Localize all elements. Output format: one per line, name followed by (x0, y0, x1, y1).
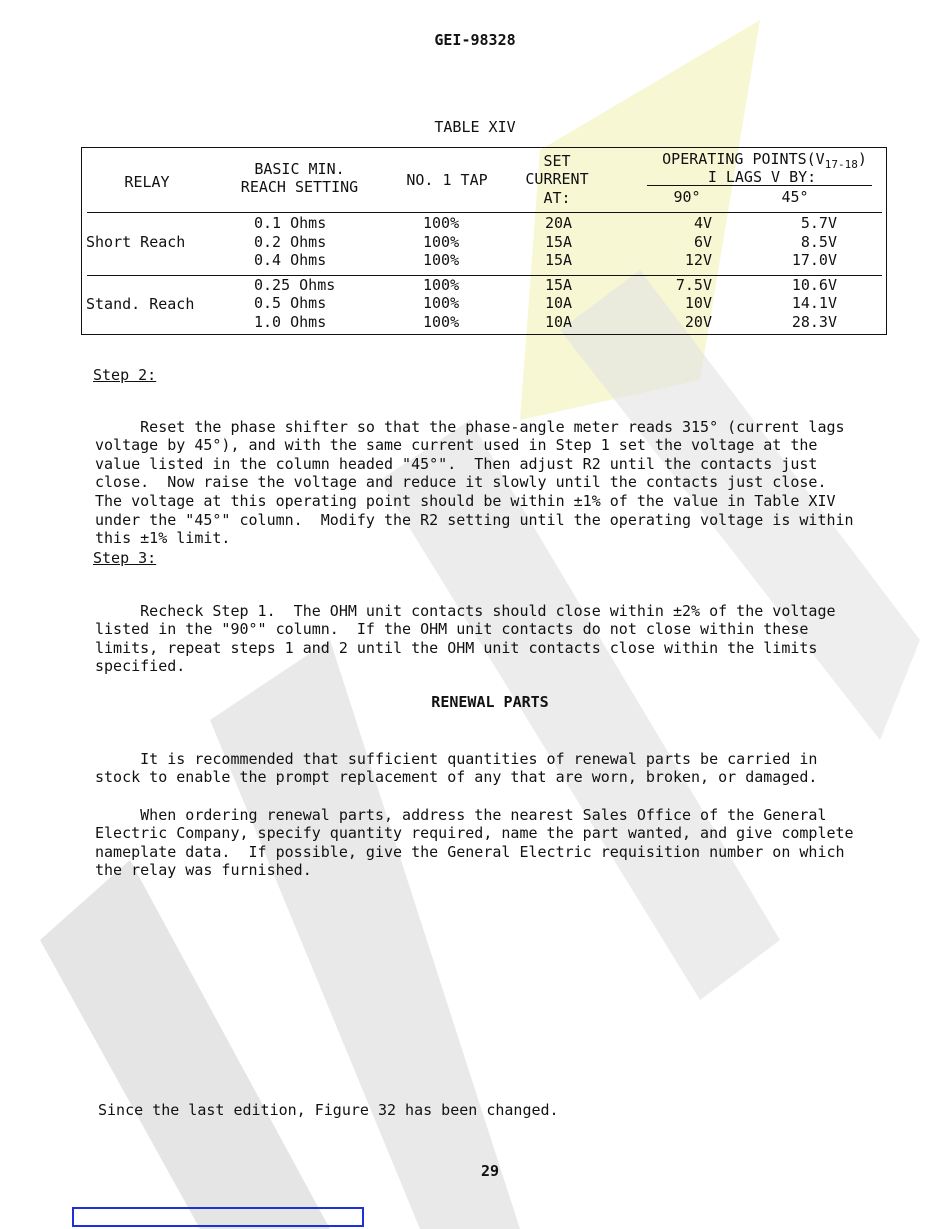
table-row: 10A (545, 294, 573, 312)
col-header-current-3: AT: (543, 189, 571, 207)
table-row: 4V (693, 214, 712, 232)
table-row: 100% (423, 313, 460, 331)
renewal-line: stock to enable the prompt replacement of any that are worn, broken, or damaged. (95, 768, 818, 787)
step2-line: under the "45°" column. Modify the R2 setting until the operating voltage is within (95, 510, 854, 529)
table-row: 7.5V (675, 276, 712, 294)
table-row: 10.6V (791, 276, 837, 294)
table-row: 0.2 Ohms (254, 233, 327, 251)
table-row: 0.4 Ohms (254, 251, 327, 269)
step3-line: Recheck Step 1. The OHM unit contacts should close within ±2% of the voltage (95, 601, 836, 620)
table-row: 12V (684, 251, 712, 269)
step3-line: listed in the "90°" column. If the OHM unit contacts do not close within these (95, 620, 809, 639)
table-row: 14.1V (791, 294, 837, 312)
renewal-line: nameplate data. If possible, give the General Electric requisition number on which (95, 842, 845, 861)
table-row: 100% (423, 214, 460, 232)
step2-line: this ±1% limit. (95, 529, 231, 548)
table-row: 1.0 Ohms (254, 313, 327, 331)
table-row: 5.7V (800, 214, 837, 232)
document-id: GEI-98328 (434, 31, 516, 49)
col-header-current-2: CURRENT (525, 170, 589, 188)
operating-subheader-rule (647, 185, 872, 186)
table-title: TABLE XIV (434, 118, 516, 136)
table-row: 6V (693, 233, 712, 251)
col-header-90deg: 90° (673, 188, 701, 206)
col-header-operating-sub: 17-18 (824, 158, 858, 171)
step2-line: close. Now raise the voltage and reduce it slowly until the contacts just close. (95, 473, 827, 492)
table-row: 17.0V (791, 251, 837, 269)
renewal-line: It is recommended that sufficient quantities of renewal parts be carried in (95, 749, 818, 768)
table-row: 15A (545, 276, 573, 294)
header-bottom-rule (87, 212, 882, 213)
table-row: 0.1 Ohms (254, 214, 327, 232)
table-row: 10A (545, 313, 573, 331)
step3-heading: Step 3: (93, 549, 157, 567)
col-header-tap: NO. 1 TAP (406, 171, 488, 189)
step2-heading: Step 2: (93, 366, 157, 384)
col-header-relay: RELAY (124, 173, 170, 191)
table-row: 100% (423, 276, 460, 294)
renewal-paragraph-2 (95, 787, 881, 899)
step3-line: limits, repeat steps 1 and 2 until the OHM unit contacts close within the limits (95, 638, 818, 657)
table-row: 15A (545, 233, 573, 251)
table-row: 8.5V (800, 233, 837, 251)
renewal-line: the relay was furnished. (95, 861, 312, 880)
renewal-line: Electric Company, specify quantity required, name the part wanted, and give complete (95, 824, 854, 843)
step3-paragraph (95, 583, 881, 695)
settings-table (81, 147, 887, 335)
col-header-operating-text: OPERATING POINTS(V (662, 150, 825, 168)
table-row: 15A (545, 251, 573, 269)
relay-stand-reach: Stand. Reach (86, 295, 195, 313)
link-annotation-box[interactable] (72, 1207, 364, 1227)
step2-paragraph (95, 399, 881, 566)
table-row: 0.5 Ohms (254, 294, 327, 312)
table-row: 0.25 Ohms (254, 276, 336, 294)
table-row: 20A (545, 214, 573, 232)
table-row: 100% (423, 233, 460, 251)
revision-footnote: Since the last edition, Figure 32 has been changed. (98, 1101, 559, 1119)
table-row: 10V (684, 294, 712, 312)
page-number: 29 (480, 1162, 500, 1180)
col-header-45deg: 45° (781, 188, 809, 206)
step2-line: value listed in the column headed "45°". Then adjust R2 until the contacts just (95, 454, 818, 473)
table-row: 100% (423, 251, 460, 269)
table-row: 20V (684, 313, 712, 331)
renewal-parts-heading: RENEWAL PARTS (431, 693, 549, 711)
col-header-reach-1: BASIC MIN. (254, 160, 345, 178)
group-divider-rule (87, 275, 882, 276)
col-header-lags: I LAGS V BY: (707, 168, 817, 186)
table-row: 100% (423, 294, 460, 312)
col-header-reach-2: REACH SETTING (240, 178, 359, 196)
step2-line: Reset the phase shifter so that the phase-angle meter reads 315° (current lags (95, 417, 845, 436)
relay-short-reach: Short Reach (86, 233, 186, 251)
step3-line: specified. (95, 657, 186, 676)
step2-line: The voltage at this operating point should be within ±1% of the value in Table XIV (95, 491, 836, 510)
col-header-current-1: SET (543, 152, 571, 170)
table-row: 28.3V (791, 313, 837, 331)
renewal-line: When ordering renewal parts, address the nearest Sales Office of the General (95, 805, 827, 824)
col-header-operating-close: ) (857, 150, 867, 168)
step2-line: voltage by 45°), and with the same current used in Step 1 set the voltage at the (95, 436, 818, 455)
